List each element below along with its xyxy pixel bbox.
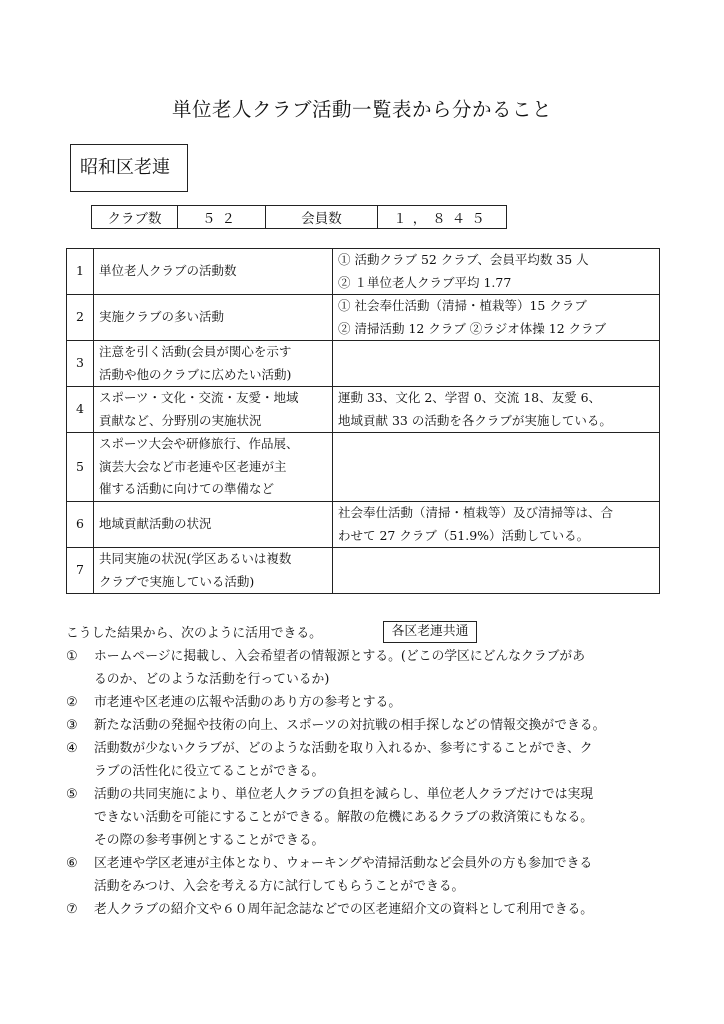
list-item-number: ④ — [66, 741, 78, 756]
list-item — [66, 714, 666, 737]
list-item-line: るのか、どのような活動を行っているか) — [94, 672, 330, 687]
list-item-line: 市老連や区老連の広報や活動のあり方の参考とする。 — [94, 695, 402, 710]
row-number: 7 — [67, 548, 94, 594]
answer-cell — [333, 249, 660, 295]
question-cell — [94, 295, 333, 341]
activity-table — [66, 248, 660, 594]
answer-line: 運動 33、文化 2、学習 0、交流 18、友愛 6、 — [338, 390, 602, 405]
list-item — [66, 737, 666, 783]
clubs-label: クラブ数 — [92, 206, 178, 229]
row-number: 3 — [67, 341, 94, 387]
answer-cell — [333, 341, 660, 387]
question-line: 単位老人クラブの活動数 — [99, 263, 237, 279]
table-row — [67, 433, 660, 502]
question-line: 実施クラブの多い活動 — [99, 309, 225, 325]
summary-table — [91, 205, 507, 229]
question-cell — [94, 387, 333, 433]
row-number: 5 — [67, 433, 94, 502]
list-item-line: できない活動を可能にすることができる。解散の危機にあるクラブの救済策にもなる。 — [94, 810, 594, 825]
question-line: 催する活動に向けての準備など — [99, 481, 275, 497]
answer-line: ② 清掃活動 12 クラブ ②ラジオ体操 12 クラブ — [338, 320, 607, 336]
table-row — [67, 548, 660, 594]
list-item-line: 活動をみつけ、入会を考える方に試行してもらうことができる。 — [94, 879, 465, 894]
answer-line: ② １単位老人クラブ平均 1.77 — [338, 274, 512, 290]
activity-table-body — [67, 249, 660, 594]
question-cell — [94, 548, 333, 594]
common-badge: 各区老連共通 — [383, 621, 477, 643]
answer-line: ① 社会奉仕活動（清掃・植栽等）15 クラブ — [338, 298, 587, 313]
table-row — [67, 295, 660, 341]
list-item-line: 新たな活動の発掘や技術の向上、スポーツの対抗戦の相手探しなどの情報交換ができる。 — [94, 718, 606, 733]
row-number: 2 — [67, 295, 94, 341]
district-name-box: 昭和区老連 — [70, 144, 188, 192]
list-item-line: 活動の共同実施により、単位老人クラブの負担を減らし、単位老人クラブだけでは実現 — [94, 787, 594, 802]
answer-line: 地域貢献 33 の活動を各クラブが実施している。 — [338, 412, 612, 428]
list-item — [66, 852, 666, 898]
clubs-value: ５２ — [178, 206, 266, 229]
table-row — [67, 249, 660, 295]
question-line: 貢献など、分野別の実施状況 — [99, 412, 262, 428]
row-number: 6 — [67, 502, 94, 548]
question-line: スポーツ大会や研修旅行、作品展、 — [99, 436, 299, 452]
list-item-number: ③ — [66, 718, 78, 733]
question-line: 共同実施の状況(学区あるいは複数 — [99, 551, 292, 566]
list-item — [66, 691, 666, 714]
answer-line: わせて 27 クラブ（51.9%）活動している。 — [338, 527, 590, 543]
answer-cell — [333, 295, 660, 341]
intro-text: こうした結果から、次のように活用できる。 — [66, 626, 322, 641]
question-cell — [94, 502, 333, 548]
list-item-number: ⑦ — [66, 902, 78, 917]
question-cell — [94, 433, 333, 502]
list-item-line: 区老連や学区老連が主体となり、ウォーキングや清掃活動など会員外の方も参加できる — [94, 856, 593, 871]
question-line: 演芸大会など市老連や区老連が主 — [99, 458, 287, 474]
list-item-number: ① — [66, 649, 78, 664]
question-line: 活動や他のクラブに広めたい活動) — [99, 366, 292, 382]
answer-cell — [333, 387, 660, 433]
answer-cell — [333, 548, 660, 594]
list-item-line: 活動数が少ないクラブが、どのような活動を取り入れるか、参考にすることができ、ク — [94, 741, 593, 756]
usage-list — [66, 645, 666, 921]
members-label: 会員数 — [266, 206, 378, 229]
list-item-line: ホームページに掲載し、入会希望者の情報源とする。(どこの学区にどんなクラブがあ — [94, 649, 586, 664]
table-row — [67, 387, 660, 433]
list-item — [66, 645, 666, 691]
answer-cell — [333, 433, 660, 502]
list-item-line: その際の参考事例とすることができる。 — [94, 833, 325, 848]
answer-line: 社会奉仕活動（清掃・植栽等）及び清掃等は、合 — [338, 505, 614, 520]
list-item-line: ラブの活性化に役立てることができる。 — [94, 764, 325, 779]
question-line: クラブで実施している活動) — [99, 573, 255, 589]
list-item-number: ⑥ — [66, 856, 78, 871]
question-line: スポーツ・文化・交流・友愛・地域 — [99, 390, 299, 405]
list-item-line: 老人クラブの紹介文や６０周年記念誌などでの区老連紹介文の資料として利用できる。 — [94, 902, 594, 917]
row-number: 4 — [67, 387, 94, 433]
summary-row — [92, 206, 507, 229]
question-cell — [94, 249, 333, 295]
list-item-number: ② — [66, 695, 78, 710]
answer-cell — [333, 502, 660, 548]
members-value: １，８４５ — [378, 206, 507, 229]
question-line: 注意を引く活動(会員が関心を示す — [99, 344, 292, 359]
list-item — [66, 783, 666, 852]
question-line: 地域貢献活動の状況 — [99, 516, 212, 532]
question-cell — [94, 341, 333, 387]
row-number: 1 — [67, 249, 94, 295]
table-row — [67, 502, 660, 548]
table-row — [67, 341, 660, 387]
list-item-number: ⑤ — [66, 787, 78, 802]
page-title: 単位老人クラブ活動一覧表から分かること — [171, 98, 552, 121]
list-item — [66, 898, 666, 921]
answer-line: ① 活動クラブ 52 クラブ、会員平均数 35 人 — [338, 252, 589, 267]
